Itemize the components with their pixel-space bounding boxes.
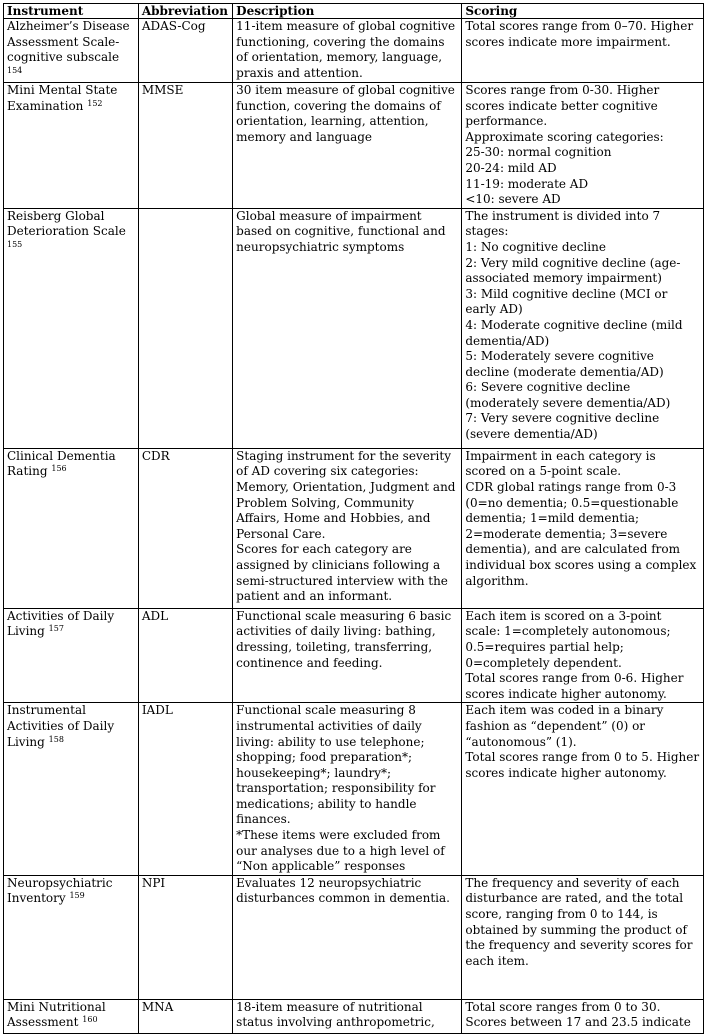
description-text: Functional scale measuring 6 basic activities of daily living: bathing, dressing, toileting, transferring, continence and feeding. bbox=[236, 608, 452, 670]
scoring-text: 11-19: moderate AD bbox=[465, 176, 589, 191]
scoring-text: Impairment in each category is scored on a 5-point scale. bbox=[465, 448, 656, 479]
scoring-text: <10: severe AD bbox=[465, 192, 561, 207]
scoring-text: Each item was coded in a binary fashion as “dependent” (0) or “autonomous” (1). bbox=[465, 703, 664, 749]
scoring-text: 25-30: normal cognition bbox=[465, 145, 612, 160]
table-body bbox=[4, 19, 704, 1034]
scoring-text: 7: Very severe cognitive decline (severe dementia/AD) bbox=[465, 411, 660, 442]
scoring-text: Total score ranges from 0 to 30. Scores between 17 and 23.5 indicate bbox=[465, 999, 691, 1030]
description-text: Staging instrument for the severity of AD covering six categories: Memory, Orientation, Judgment and Problem Solving, Community Affairs, Home and Hobbies, and Personal Care. bbox=[236, 448, 456, 541]
description-text: Global measure of impairment based on cognitive, functional and neuropsychiatric symptoms bbox=[236, 208, 446, 254]
instrument-name: Neuropsychiatric Inventory bbox=[7, 875, 113, 906]
description-text: *These items were excluded from our analyses due to a high level of “Non applicable” responses bbox=[236, 828, 445, 874]
abbreviation-cell: NPI bbox=[138, 875, 232, 999]
description-text: 18-item measure of nutritional status involving anthropometric, bbox=[236, 999, 435, 1030]
scoring-text: Each item is scored on a 3-point scale: 1=completely autonomous; 0.5=requires partial help; 0=completely dependent. bbox=[465, 608, 671, 670]
table-row bbox=[4, 19, 704, 83]
instrument-table bbox=[3, 3, 704, 1034]
instrument-cell bbox=[4, 208, 139, 448]
table-row bbox=[4, 608, 704, 703]
scoring-text: Approximate scoring categories: bbox=[465, 129, 664, 144]
instrument-name: Mini Nutritional Assessment bbox=[7, 999, 106, 1030]
table-row bbox=[4, 999, 704, 1033]
scoring-text: 20-24: mild AD bbox=[465, 160, 557, 175]
instrument-name: Instrumental Activities of Daily Living bbox=[7, 703, 115, 749]
table-row bbox=[4, 875, 704, 999]
scoring-cell bbox=[462, 19, 704, 83]
scoring-text: 1: No cognitive decline bbox=[465, 239, 606, 254]
instrument-cell bbox=[4, 448, 139, 608]
header-instrument: Instrument bbox=[4, 4, 139, 19]
scoring-text: Total scores range from 0 to 5. Higher scores indicate higher autonomy. bbox=[465, 750, 700, 780]
description-cell bbox=[233, 703, 462, 876]
abbreviation-cell: MNA bbox=[138, 999, 232, 1033]
instrument-cell bbox=[4, 608, 139, 703]
description-text: Functional scale measuring 8 instrumental activities of daily living: ability to use telephone; shopping; food preparation*; housekeeping*; laundry*; transportation; responsibility for medications; ability to handle finances. bbox=[236, 703, 436, 827]
reference-number: 158 bbox=[48, 734, 64, 744]
scoring-text: Total scores range from 0-6. Higher scores indicate higher autonomy. bbox=[465, 671, 684, 701]
scoring-text: 6: Severe cognitive decline (moderately severe dementia/AD) bbox=[465, 380, 671, 410]
reference-number: 156 bbox=[51, 464, 67, 474]
instrument-name: Mini Mental State Examination bbox=[7, 83, 118, 113]
scoring-cell bbox=[462, 608, 704, 703]
scoring-text: 5: Moderately severe cognitive decline (moderate dementia/AD) bbox=[465, 349, 664, 379]
description-text: 30 item measure of global cognitive function, covering the domains of orientation, learning, attention, memory and language bbox=[236, 83, 455, 144]
header-description: Description bbox=[233, 4, 462, 19]
instrument-name: Reisberg Global Deterioration Scale bbox=[7, 208, 126, 239]
description-cell bbox=[233, 608, 462, 703]
scoring-text: 3: Mild cognitive decline (MCI or early AD) bbox=[465, 286, 668, 317]
abbreviation-cell: IADL bbox=[138, 703, 232, 876]
reference-number: 159 bbox=[69, 891, 85, 901]
abbreviation-cell bbox=[138, 208, 232, 448]
table-row bbox=[4, 448, 704, 608]
scoring-cell bbox=[462, 875, 704, 999]
scoring-cell bbox=[462, 208, 704, 448]
abbreviation-cell: CDR bbox=[138, 448, 232, 608]
instrument-cell bbox=[4, 19, 139, 83]
reference-number: 160 bbox=[82, 1015, 98, 1025]
instrument-cell bbox=[4, 703, 139, 876]
description-cell bbox=[233, 448, 462, 608]
instrument-name: Alzheimer’s Disease Assessment Scale-cognitive subscale bbox=[7, 19, 130, 65]
scoring-text: Scores range from 0-30. Higher scores indicate better cognitive performance. bbox=[465, 83, 660, 129]
abbreviation-cell: ADAS-Cog bbox=[138, 19, 232, 83]
scoring-cell bbox=[462, 703, 704, 876]
description-text: Scores for each category are assigned by clinicians following a semi-structured interview with the patient and an informant. bbox=[236, 542, 448, 604]
instrument-cell bbox=[4, 999, 139, 1033]
description-text: 11-item measure of global cognitive functioning, covering the domains of orientation, memory, language, praxis and attention. bbox=[236, 19, 456, 80]
scoring-cell bbox=[462, 999, 704, 1033]
scoring-text: 4: Moderate cognitive decline (mild dementia/AD) bbox=[465, 317, 683, 348]
scoring-cell bbox=[462, 448, 704, 608]
description-cell bbox=[233, 19, 462, 83]
abbreviation-cell: MMSE bbox=[138, 83, 232, 209]
abbreviation-cell: ADL bbox=[138, 608, 232, 703]
scoring-text: Total scores range from 0–70. Higher scores indicate more impairment. bbox=[465, 19, 694, 49]
table-row bbox=[4, 703, 704, 876]
scoring-text: The instrument is divided into 7 stages: bbox=[465, 208, 661, 239]
instrument-cell bbox=[4, 875, 139, 999]
header-scoring: Scoring bbox=[462, 4, 704, 19]
description-text: Evaluates 12 neuropsychiatric disturbances common in dementia. bbox=[236, 875, 450, 906]
description-cell bbox=[233, 875, 462, 999]
instrument-name: Clinical Dementia Rating bbox=[7, 448, 116, 479]
header-row bbox=[4, 4, 704, 19]
description-cell bbox=[233, 208, 462, 448]
description-cell bbox=[233, 999, 462, 1033]
reference-number: 157 bbox=[48, 624, 64, 634]
scoring-text: 2: Very mild cognitive decline (age-associated memory impairment) bbox=[465, 255, 681, 286]
table-row bbox=[4, 83, 704, 209]
scoring-text: CDR global ratings range from 0-3 (0=no dementia; 0.5=questionable dementia; 1=mild dementia; 2=moderate dementia; 3=severe dementia), and are calculated from individual box scores using a complex algorithm. bbox=[465, 479, 697, 588]
scoring-cell bbox=[462, 83, 704, 209]
instrument-cell bbox=[4, 83, 139, 209]
description-cell bbox=[233, 83, 462, 209]
header-abbreviation: Abbreviation bbox=[138, 4, 232, 19]
table-row bbox=[4, 208, 704, 448]
scoring-text: The frequency and severity of each disturbance are rated, and the total score, ranging from 0 to 144, is obtained by summing the product of the frequency and severity scores for each item. bbox=[465, 875, 693, 968]
reference-number: 152 bbox=[87, 98, 103, 108]
reference-number: 155 bbox=[7, 239, 23, 249]
reference-number: 154 bbox=[7, 65, 23, 75]
instrument-name: Activities of Daily Living bbox=[7, 608, 115, 639]
